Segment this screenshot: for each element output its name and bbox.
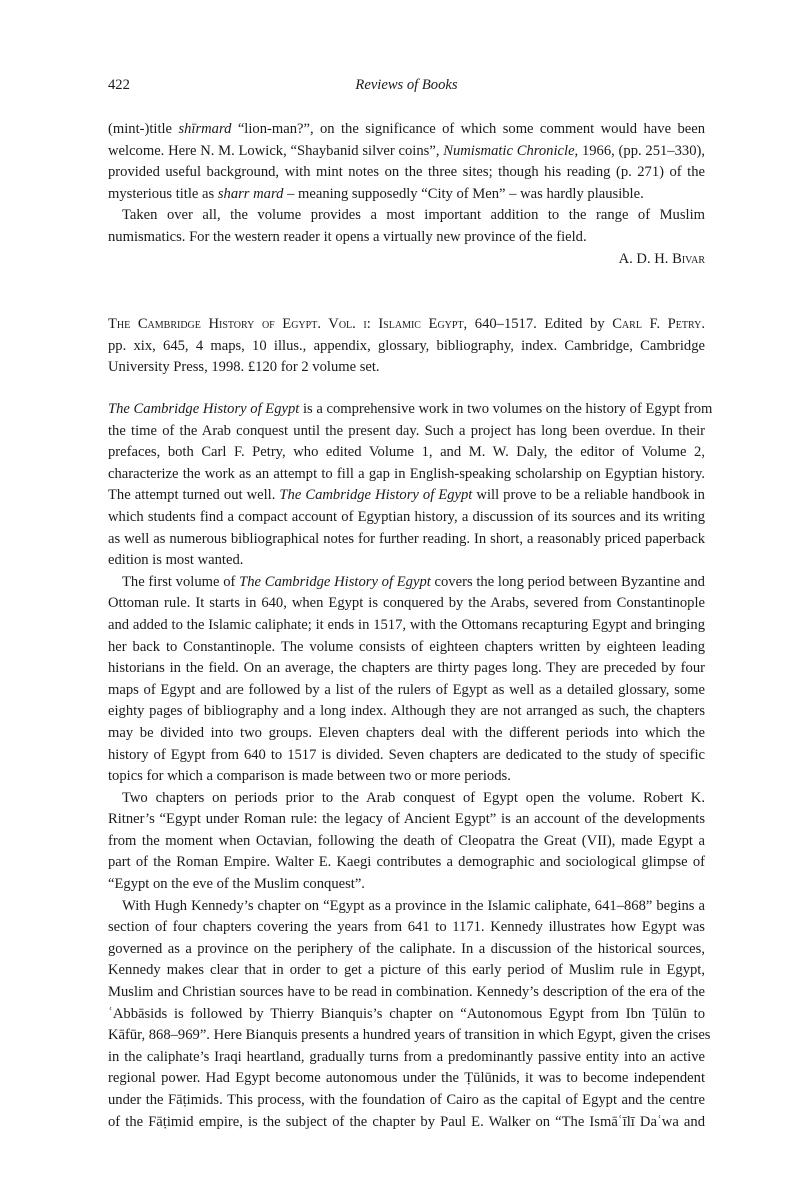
text-run: governed as a province on the periphery of the caliphate. In a discussion of the historical sources, (108, 940, 705, 957)
text-run: section of four chapters covering the years from 641 to 1171. Kennedy illustrates how Egypt was (108, 919, 705, 936)
text-line (108, 745, 705, 767)
text-line (108, 939, 705, 961)
review-1-conclusion (108, 119, 705, 270)
reviewer-signature (108, 249, 705, 271)
text-line (108, 593, 705, 615)
text-line (108, 572, 705, 594)
text-run: numismatics. For the western reader it opens a virtually new province of the field. (108, 228, 587, 245)
text-run: historians in the field. On an average, the chapters are thirty pages long. They are preceded by four (108, 660, 705, 677)
text-line (108, 162, 705, 184)
text-run: maps of Egypt and are followed by a list of the rulers of Egypt as well as a detailed glossary, some (108, 681, 705, 698)
text-run: characterize the work as an attempt to fill a gap in English-speaking scholarship on Egyptian history. (108, 465, 705, 482)
text-line (108, 917, 705, 939)
text-run: (mint-)title (108, 121, 179, 137)
text-run: her back to Constantinople. The volume consists of eighteen chapters written by eighteen leading (108, 638, 705, 655)
paragraph (108, 119, 705, 205)
text-run: Ritner’s “Egypt under Roman rule: the legacy of Ancient Egypt” is an account of the developments (108, 811, 705, 828)
small-caps-text: Bivar (672, 250, 705, 267)
text-run: from the moment when Octavian, following the death of Cleopatra the Great (VII), made Egypt a (108, 832, 705, 849)
text-run: may be divided into two groups. Eleven chapters deal with the different periods into which the (108, 724, 705, 741)
text-run: – meaning supposedly “City of Men” – was hardly plausible. (283, 185, 644, 202)
text-run: Taken over all, the volume provides a most important addition to the range of Muslim (122, 207, 705, 224)
text-line (108, 788, 705, 810)
text-line (108, 442, 705, 464)
text-line (108, 874, 705, 896)
review-2-body (108, 399, 713, 1133)
text-run: Two chapters on periods prior to the Arab conquest of Egypt open the volume. Robert K. (122, 789, 705, 806)
text-line (108, 399, 713, 421)
paragraph (108, 788, 705, 896)
text-line (108, 637, 705, 659)
text-run: welcome. Here N. M. Lowick, “Shaybanid silver coins”, (108, 142, 444, 159)
text-line (108, 141, 705, 163)
text-line (108, 723, 705, 745)
text-line (108, 680, 705, 702)
text-run: as well as numerous bibliographical notes for further reading. In short, a reasonably priced paperback (108, 530, 705, 547)
text-run: The first volume of (122, 573, 240, 590)
text-run: mysterious title as (108, 185, 218, 202)
text-line (108, 464, 705, 486)
text-line (108, 701, 705, 723)
text-line (108, 1090, 705, 1112)
text-run: the time of the Arab conquest until the present day. Such a project has long been overdue. In their (108, 422, 705, 439)
italic-text: Numismatic Chronicle (443, 142, 575, 159)
heading-line (108, 357, 705, 379)
text-line (108, 485, 705, 507)
paragraph (108, 896, 711, 1134)
text-line (108, 184, 705, 206)
text-run: and added to the Islamic caliphate; it ends in 1517, with the Ottomans recapturing Egypt and bringing (108, 616, 705, 633)
text-line (108, 809, 705, 831)
text-line (108, 205, 705, 227)
text-line (108, 421, 705, 443)
text-run: “lion-man?”, on the significance of which some comment would have been (231, 121, 705, 137)
text-run: , 1966, (pp. 251–330), (574, 142, 705, 159)
text-line (108, 507, 705, 529)
italic-text: sharr mard (217, 185, 284, 202)
text-run: which students find a compact account of Egyptian history, a discussion of its sources and its writing (108, 508, 705, 525)
running-title: Reviews of Books (355, 77, 458, 93)
text-run: prefaces, both Carl F. Petry, who edited Volume 1, and M. W. Daly, the editor of Volume 2, (108, 444, 705, 461)
page-number: 422 (108, 77, 130, 93)
text-line (108, 1025, 711, 1047)
italic-text: The Cambridge History of Egypt (279, 487, 473, 504)
heading-line (108, 336, 705, 358)
text-line (108, 529, 705, 551)
text-run: will prove to be a reliable handbook in (472, 487, 705, 504)
text-run: provided useful background, with mint notes on the three sites; though his reading (p. 271) of the (108, 164, 705, 181)
review-2-bibliographic-heading (108, 314, 705, 379)
text-run: of the Fāṭimid empire, is the subject of the chapter by Paul E. Walker on “The Ismāʿīlī Daʿwa and (108, 1113, 705, 1130)
text-run: is a comprehensive work in two volumes on the history of Egypt from (299, 401, 713, 417)
text-run: pp. xix, 645, 4 maps, 10 illus., appendix, glossary, bibliography, index. Cambridge, Cambridge (108, 337, 705, 354)
text-line (108, 227, 705, 249)
small-caps-text: Carl F. Petry. (612, 316, 705, 332)
text-line (108, 550, 705, 572)
text-run: covers the long period between Byzantine and (430, 573, 705, 590)
text-run: Muslim and Christian sources have to be read in combination. Kennedy’s description of the era of the (108, 984, 705, 1001)
page-header (108, 77, 705, 97)
text-line (108, 960, 705, 982)
paragraph (108, 399, 713, 572)
text-run: part of the Roman Empire. Walter E. Kaegi contributes a demographic and sociological glimpse of (108, 854, 705, 871)
text-run: A. D. H. (618, 250, 673, 267)
text-line (108, 831, 705, 853)
text-line (108, 982, 705, 1004)
text-run: in the caliphate’s Iraqi heartland, gradually turns from a predominantly passive entity into an active (108, 1048, 705, 1065)
text-line (108, 658, 705, 680)
text-line (108, 615, 705, 637)
text-line (108, 1068, 705, 1090)
text-run: The attempt turned out well. (108, 487, 280, 504)
italic-text: The Cambridge History of Egypt (108, 401, 300, 417)
text-run: Kāfūr, 868–969”. Here Bianquis presents a hundred years of transition in which Egypt, given the crises (108, 1027, 711, 1044)
text-line (108, 766, 705, 788)
text-line (108, 852, 705, 874)
italic-text: shīrmard (178, 121, 232, 137)
text-run: University Press, 1998. £120 for 2 volume set. (108, 359, 380, 376)
text-run: under the Fāṭimids. This process, with the foundation of Cairo as the capital of Egypt and the centre (108, 1092, 705, 1108)
small-caps-text: The Cambridge History of Egypt. Vol. i: Islamic Egypt, 640–1517. (108, 316, 537, 332)
text-run: Kennedy makes clear that in order to get a picture of this early period of Muslim rule in Egypt, (108, 962, 705, 979)
text-line (108, 1004, 705, 1026)
text-run: regional power. Had Egypt become autonomous under the Ṭūlūnids, it was to become independent (108, 1070, 705, 1087)
text-line (108, 1047, 705, 1069)
text-line (108, 119, 705, 141)
text-run: ʿAbbāsids is followed by Thierry Bianquis’s chapter on “Autonomous Egypt from Ibn Ṭūlūn to (108, 1005, 705, 1022)
text-run: eighty pages of bibliography and a long index. Although they are not arranged as such, the chapters (108, 703, 705, 720)
paragraph (108, 205, 705, 248)
text-run: Edited by (536, 316, 613, 332)
text-run: history of Egypt from 640 to 1517 is divided. Seven chapters are dedicated to the study of specific (108, 746, 705, 763)
text-run: “Egypt on the eve of the Muslim conquest”. (108, 876, 365, 893)
italic-text: The Cambridge History of Egypt (239, 573, 431, 590)
paragraph (108, 572, 705, 788)
text-run: Ottoman rule. It starts in 640, when Egypt is conquered by the Arabs, severed from Constantinople (108, 595, 705, 612)
text-line (108, 896, 705, 918)
text-run: edition is most wanted. (108, 552, 244, 569)
heading-line (108, 314, 705, 336)
text-run: topics for which a comparison is made between two or more periods. (108, 768, 511, 785)
text-run: With Hugh Kennedy’s chapter on “Egypt as a province in the Islamic caliphate, 641–868” begins a (122, 897, 705, 914)
text-line (108, 1112, 705, 1134)
